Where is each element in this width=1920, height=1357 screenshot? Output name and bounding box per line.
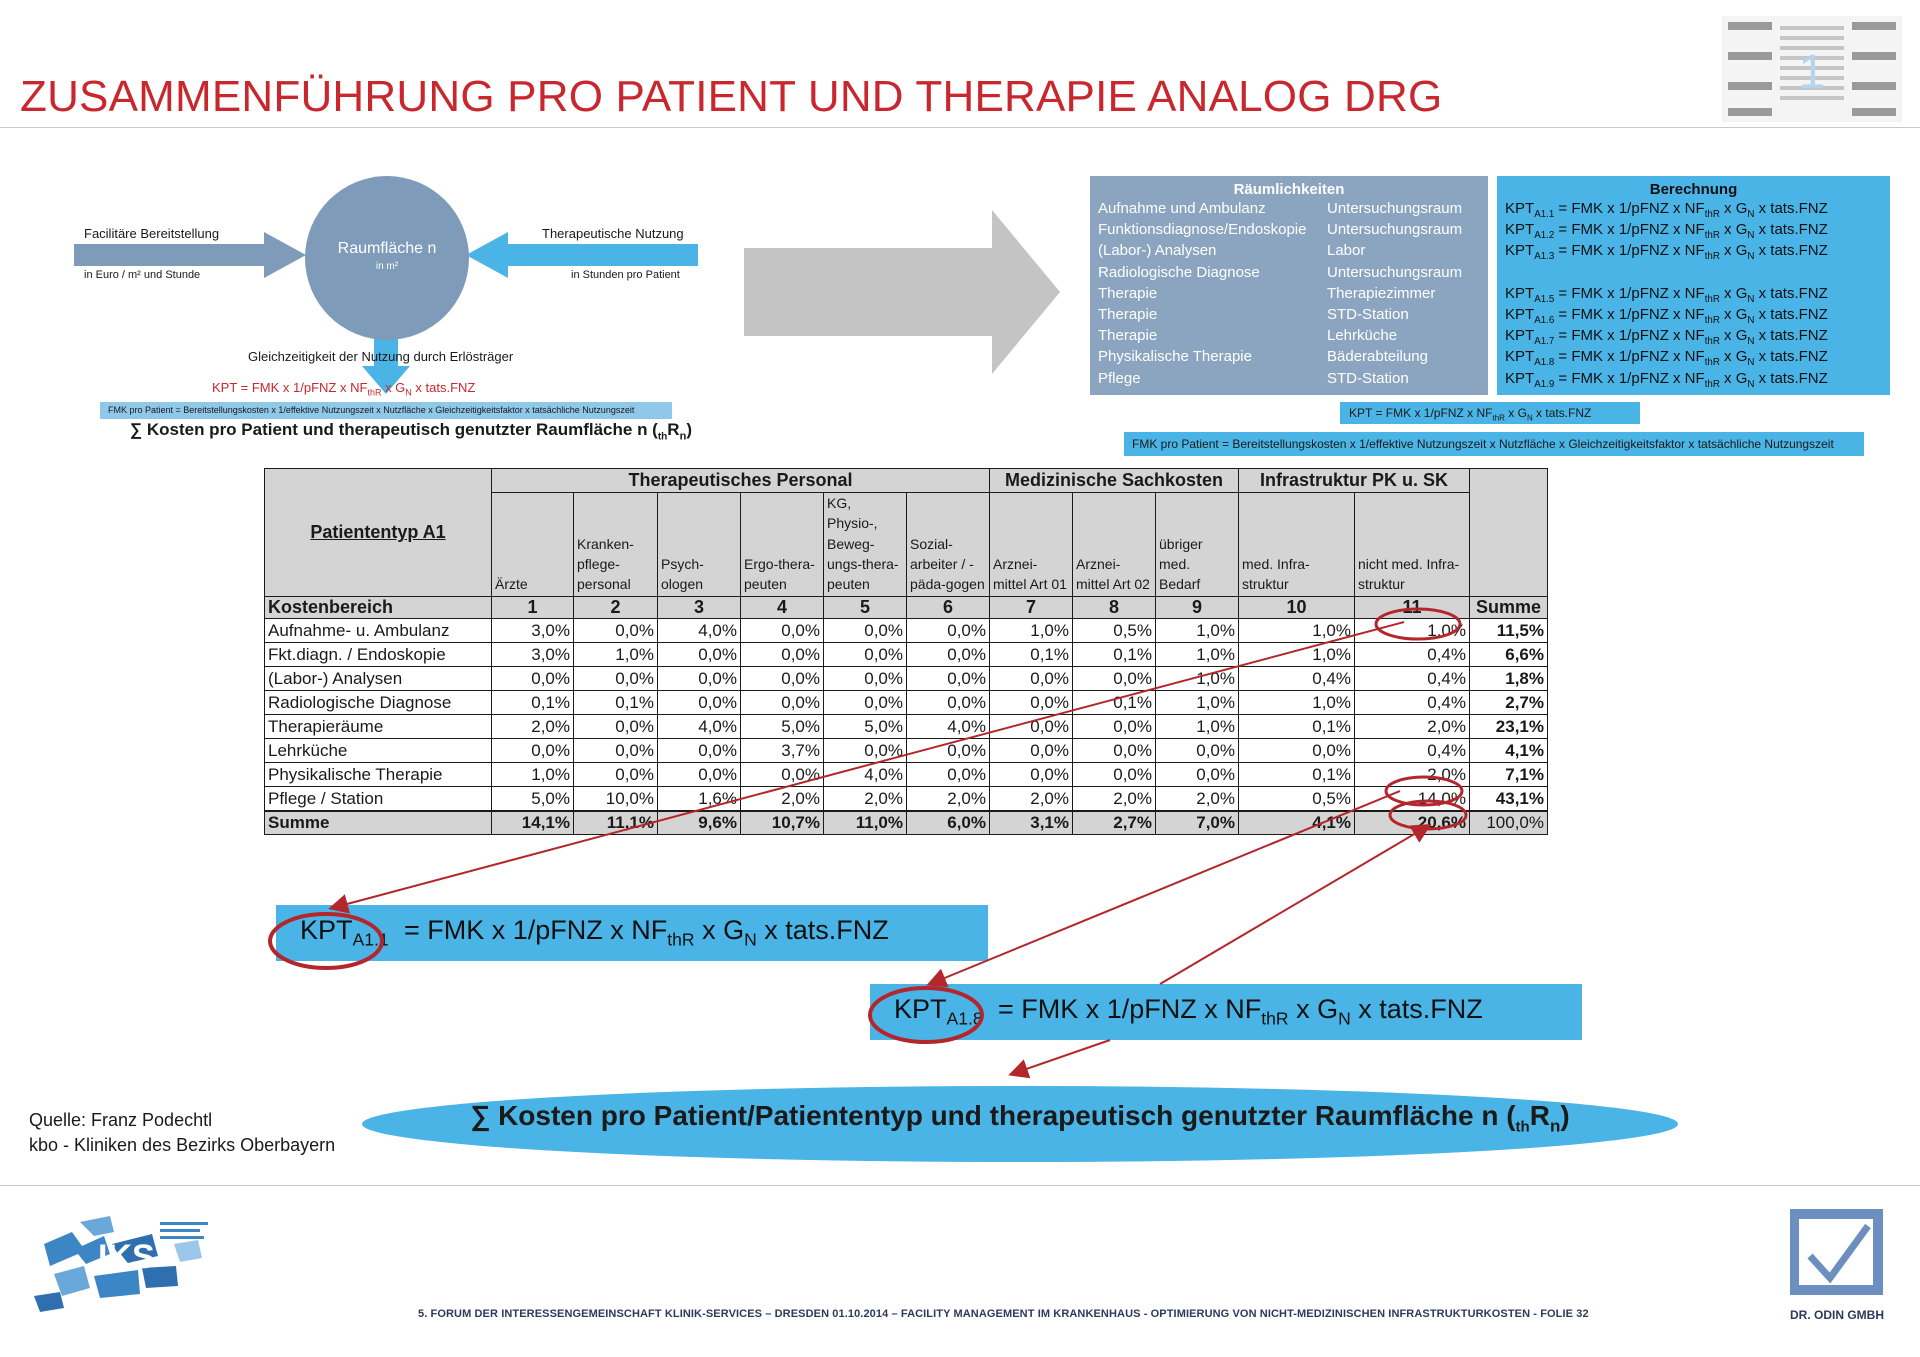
table-row (265, 715, 1548, 739)
svg-text:1: 1 (1798, 46, 1826, 99)
row-sum: 7,1% (1470, 763, 1548, 787)
row-label: Radiologische Diagnose (265, 691, 492, 715)
row-sum: 6,6% (1470, 643, 1548, 667)
rooms-row: Pflege STD-Station (1098, 369, 1409, 387)
table-cell: 0,0% (741, 691, 824, 715)
rooms-title: Räumlichkeiten (1233, 181, 1345, 198)
table-cell: 0,1% (1073, 691, 1156, 715)
table-cell: 1,6% (658, 787, 741, 811)
column-subheader: Psych-ologen (658, 493, 741, 597)
table-cell: 1,0% (492, 763, 574, 787)
table-cell: 0,5% (1239, 787, 1355, 811)
row-label: Summe (265, 811, 492, 835)
cost-distribution-table (264, 468, 1548, 835)
table-cell: 0,0% (741, 667, 824, 691)
flow-arrow-icon (744, 210, 1060, 374)
table-cell: 0,0% (1073, 739, 1156, 763)
table-cell: 5,0% (492, 787, 574, 811)
sum-header-blank (1470, 469, 1548, 597)
svg-text:IKS: IKS (98, 1238, 155, 1276)
table-cell: 2,0% (1156, 787, 1239, 811)
table-cell: 0,0% (1156, 763, 1239, 787)
column-number: 2 (574, 597, 658, 619)
row-sum: 2,7% (1470, 691, 1548, 715)
table-cell: 3,1% (990, 811, 1073, 835)
footer-text: 5. FORUM DER INTERESSENGEMEINSCHAFT KLINIK-SERVICES – DRESDEN 01.10.2014 – FACILITY MANAGEMENT IM KRANKENHAUS - OPTIMIERUNG VON NICHT-MEDIZINISCHEN INFRASTRUKTURKOSTEN - FOLIE 32 (418, 1308, 1589, 1320)
table-cell: 0,0% (824, 691, 907, 715)
table-cell: 20,6% (1355, 811, 1470, 835)
table-cell: 0,4% (1355, 643, 1470, 667)
column-subheader: nicht med. Infra-struktur (1355, 493, 1470, 597)
table-cell: 1,0% (1355, 619, 1470, 643)
calc-row: $KPT_{A1.5}$ = FMK x 1/pFNZ x $NF_{thR}$ x $G_N$ x tats.FNZ (1505, 284, 1828, 305)
table-cell: 0,4% (1355, 691, 1470, 715)
table-cell: 2,0% (907, 787, 990, 811)
row-sum: 1,8% (1470, 667, 1548, 691)
table-cell: 0,0% (492, 667, 574, 691)
row-sum: 4,1% (1470, 739, 1548, 763)
room-area-label: Raumfläche n (337, 240, 437, 257)
table-cell: 1,0% (1156, 691, 1239, 715)
table-cell: 0,0% (907, 667, 990, 691)
table-cell: 0,0% (990, 667, 1073, 691)
source-line: Quelle: Franz Podechtl (29, 1110, 213, 1130)
therapeutic-usage-label: Therapeutische Nutzung (542, 226, 684, 241)
column-number: 3 (658, 597, 741, 619)
slide-title: ZUSAMMENFÜHRUNG PRO PATIENT UND THERAPIE ANALOG DRG (20, 72, 1443, 121)
table-cell: 2,0% (1355, 763, 1470, 787)
column-number: 9 (1156, 597, 1239, 619)
cost-sum-label: ∑ Kosten pro Patient und therapeutisch genutzter Raumfläche n $(_{th}R_n)$ (130, 420, 692, 443)
column-number: 11 (1355, 597, 1470, 619)
table-cell: 0,0% (741, 619, 824, 643)
table-cell: 0,0% (907, 691, 990, 715)
table-cell: 14,1% (492, 811, 574, 835)
table-cell: 0,0% (990, 739, 1073, 763)
table-cell: 1,0% (574, 643, 658, 667)
formula-body-a18: = FMK x 1/pFNZ x $NF_{thR}$ x $G_N$ x tats.FNZ (998, 994, 1483, 1029)
calc-row: $KPT_{A1.3}$ = FMK x 1/pFNZ x $NF_{thR}$ x $G_N$ x tats.FNZ (1505, 242, 1828, 263)
column-number: 8 (1073, 597, 1156, 619)
patient-type-label: Patiententyp A1 (265, 469, 492, 597)
rooms-panel (1090, 176, 1488, 395)
table-cell: 2,0% (741, 787, 824, 811)
table-cell: 0,5% (1073, 619, 1156, 643)
column-number: 10 (1239, 597, 1355, 619)
table-cell: 11,0% (824, 811, 907, 835)
row-sum: 100,0% (1470, 811, 1548, 835)
formula-body-a11: = FMK x 1/pFNZ x $NF_{thR}$ x $G_N$ x tats.FNZ (404, 915, 889, 950)
table-cell: 2,0% (1073, 787, 1156, 811)
calculation-title: Berechnung (1649, 181, 1738, 198)
column-number: 4 (741, 597, 824, 619)
table-cell: 0,0% (492, 739, 574, 763)
row-sum: 43,1% (1470, 787, 1548, 811)
table-cell: 9,6% (658, 811, 741, 835)
row-label: (Labor-) Analysen (265, 667, 492, 691)
title-divider (0, 127, 1920, 128)
table-cell: 2,0% (1355, 715, 1470, 739)
odin-logo-icon[interactable] (1790, 1208, 1890, 1304)
iks-logo-icon[interactable] (24, 1204, 234, 1320)
table-cell: 0,1% (1239, 715, 1355, 739)
calc-row: $KPT_{A1.8}$ = FMK x 1/pFNZ x $NF_{thR}$ x $G_N$ x tats.FNZ (1505, 348, 1828, 369)
rooms-row: Physikalische Therapie Bäderabteilung (1098, 348, 1428, 366)
table-cell: 4,0% (824, 763, 907, 787)
rooms-row: Funktionsdiagnose/Endoskopie Untersuchungsraum (1098, 221, 1463, 239)
column-subheader: Sozial-arbeiter / -päda-gogen (907, 493, 990, 597)
table-cell: 3,7% (741, 739, 824, 763)
row-label: Physikalische Therapie (265, 763, 492, 787)
table-cell: 2,7% (1073, 811, 1156, 835)
column-number: 6 (907, 597, 990, 619)
table-row (265, 667, 1548, 691)
fmk-definition-small: FMK pro Patient = Bereitstellungskosten x 1/effektive Nutzungszeit x Nutzfläche x Gleichzeitigkeitsfaktor x tatsächliche Nutzungszeit (100, 402, 672, 419)
row-label: Fkt.diagn. / Endoskopie (265, 643, 492, 667)
column-number: 7 (990, 597, 1073, 619)
sum-column-header: Summe (1470, 597, 1548, 619)
table-cell: 3,0% (492, 619, 574, 643)
table-cell: 0,0% (1073, 715, 1156, 739)
calc-spacer (1497, 262, 1890, 283)
column-subheader: med. Infra-struktur (1239, 493, 1355, 597)
slide-thumbnail-icon[interactable] (1722, 16, 1902, 122)
kpt-formula-small: KPT = FMK x 1/pFNZ x $NF_{thR}$ x $G_N$ x tats.FNZ (212, 380, 476, 398)
table-cell: 2,0% (492, 715, 574, 739)
table-cell: 4,0% (658, 619, 741, 643)
calc-row: $KPT_{A1.9}$ = FMK x 1/pFNZ x $NF_{thR}$ x $G_N$ x tats.FNZ (1505, 369, 1828, 390)
row-label: Lehrküche (265, 739, 492, 763)
table-cell: 10,7% (741, 811, 824, 835)
link-arrow-icon (1160, 826, 1428, 984)
link-arrow-icon (1012, 1040, 1110, 1074)
rooms-row: Therapie Therapiezimmer (1098, 284, 1436, 302)
table-cell: 0,0% (658, 667, 741, 691)
therapeutic-usage-unit: in Stunden pro Patient (571, 269, 680, 281)
rooms-row: Therapie Lehrküche (1098, 327, 1398, 345)
table-cell: 0,0% (990, 763, 1073, 787)
kpt-formula-mini: KPT = FMK x 1/pFNZ x $NF_{thR}$ x $G_N$ x tats.FNZ (1340, 402, 1640, 424)
result-label: ∑ Kosten pro Patient/Patiententyp und therapeutisch genutzter Raumfläche n $(_{th}R_n)$ (470, 1100, 1570, 1136)
table-cell: 4,0% (907, 715, 990, 739)
table-cell: 4,0% (658, 715, 741, 739)
calc-row: $KPT_{A1.1}$ = FMK x 1/pFNZ x $NF_{thR}$ x $G_N$ x tats.FNZ (1505, 200, 1828, 220)
formula-bar-a18 (870, 984, 1582, 1040)
table-cell: 1,0% (990, 619, 1073, 643)
table-cell: 0,0% (990, 715, 1073, 739)
table-cell: 0,0% (574, 715, 658, 739)
table-cell: 5,0% (741, 715, 824, 739)
group-header-medical: Medizinische Sachkosten (990, 469, 1239, 493)
rooms-row: Aufnahme und Ambulanz Untersuchungsraum (1098, 200, 1463, 217)
table-cell: 1,0% (1156, 715, 1239, 739)
column-subheader: übriger med. Bedarf (1156, 493, 1239, 597)
table-cell: 0,1% (492, 691, 574, 715)
fmk-definition-wide: FMK pro Patient = Bereitstellungskosten x 1/effektive Nutzungszeit x Nutzfläche x Gleichzeitigkeitsfaktor x tatsächliche Nutzungszeit (1124, 432, 1864, 456)
table-cell: 0,4% (1355, 667, 1470, 691)
column-number: 1 (492, 597, 574, 619)
row-label: Therapieräume (265, 715, 492, 739)
column-subheader: Ergo-thera-peuten (741, 493, 824, 597)
column-subheader: Ärzte (492, 493, 574, 597)
table-cell: 0,0% (824, 667, 907, 691)
table-cell: 0,0% (658, 691, 741, 715)
room-area-unit: in m² (375, 261, 399, 272)
row-label: Aufnahme- u. Ambulanz (265, 619, 492, 643)
table-row (265, 643, 1548, 667)
table-cell: 3,0% (492, 643, 574, 667)
table-cell: 0,0% (574, 619, 658, 643)
table-cell: 5,0% (824, 715, 907, 739)
table-total-row (265, 811, 1548, 835)
calculation-panel (1497, 176, 1890, 395)
table-cell: 1,0% (1239, 643, 1355, 667)
table-cell: 0,0% (574, 667, 658, 691)
table-cell: 0,0% (741, 763, 824, 787)
table-cell: 0,4% (1355, 739, 1470, 763)
table-cell: 0,0% (658, 763, 741, 787)
table-row (265, 787, 1548, 811)
formula-kpt-a11: $KPT_{A1.1}$ (300, 915, 389, 950)
table-cell: 2,0% (990, 787, 1073, 811)
row-sum: 23,1% (1470, 715, 1548, 739)
table-cell: 10,0% (574, 787, 658, 811)
table-cell: 1,0% (1156, 643, 1239, 667)
table-cell: 0,0% (907, 763, 990, 787)
formula-kpt-a18: $KPT_{A1.8}$ (894, 994, 983, 1029)
column-subheader: KG, Physio-, Beweg-ungs-thera-peuten (824, 493, 907, 597)
table-cell: 0,0% (574, 763, 658, 787)
table-cell: 7,0% (1156, 811, 1239, 835)
rooms-row: Therapie STD-Station (1098, 305, 1409, 323)
table-cell: 0,0% (1239, 739, 1355, 763)
column-number: 5 (824, 597, 907, 619)
table-cell: 6,0% (907, 811, 990, 835)
rooms-row: (Labor-) Analysen Labor (1098, 242, 1366, 260)
facility-provision-unit: in Euro / m² und Stunde (84, 269, 201, 281)
concurrency-label: Gleichzeitigkeit der Nutzung durch Erlösträger (248, 349, 514, 364)
table-cell: 0,4% (1239, 667, 1355, 691)
table-cell: 1,0% (1156, 619, 1239, 643)
table-cell: 2,0% (824, 787, 907, 811)
table-cell: 0,1% (1073, 643, 1156, 667)
table-cell: 0,1% (1239, 763, 1355, 787)
rooms-row: Radiologische Diagnose Untersuchungsraum (1098, 263, 1463, 281)
table-cell: 0,0% (1156, 739, 1239, 763)
source-line: kbo - Kliniken des Bezirks Oberbayern (29, 1135, 336, 1155)
table-cell: 0,0% (658, 643, 741, 667)
room-area-circle (305, 176, 469, 340)
table-cell: 1,0% (1239, 691, 1355, 715)
column-subheader: Kranken-pflege-personal (574, 493, 658, 597)
table-cell: 11,1% (574, 811, 658, 835)
table-cell: 0,0% (907, 619, 990, 643)
table-cell: 0,0% (658, 739, 741, 763)
group-header-staff: Therapeutisches Personal (492, 469, 990, 493)
table-cell: 0,0% (824, 739, 907, 763)
table-row (265, 739, 1548, 763)
table-cell: 0,0% (824, 643, 907, 667)
table-cell: 0,0% (824, 619, 907, 643)
table-row (265, 691, 1548, 715)
table-cell: 0,0% (1073, 763, 1156, 787)
footer-divider (0, 1185, 1920, 1186)
company-name: DR. ODIN GMBH (1790, 1308, 1884, 1322)
table-cell: 4,1% (1239, 811, 1355, 835)
table-cell: 0,0% (741, 643, 824, 667)
cost-area-header: Kostenbereich (265, 597, 492, 619)
calc-row: $KPT_{A1.7}$ = FMK x 1/pFNZ x $NF_{thR}$ x $G_N$ x tats.FNZ (1505, 327, 1828, 348)
table-cell: 0,0% (907, 739, 990, 763)
calc-row: $KPT_{A1.2}$ = FMK x 1/pFNZ x $NF_{thR}$ x $G_N$ x tats.FNZ (1505, 221, 1828, 242)
table-cell: 0,1% (990, 643, 1073, 667)
row-sum: 11,5% (1470, 619, 1548, 643)
calc-row: $KPT_{A1.6}$ = FMK x 1/pFNZ x $NF_{thR}$ x $G_N$ x tats.FNZ (1505, 305, 1828, 326)
column-subheader: Arznei-mittel Art 01 (990, 493, 1073, 597)
table-cell: 0,0% (990, 691, 1073, 715)
table-cell: 14,0% (1355, 787, 1470, 811)
row-label: Pflege / Station (265, 787, 492, 811)
table-cell: 0,1% (574, 691, 658, 715)
table-row (265, 619, 1548, 643)
facility-provision-label: Facilitäre Bereitstellung (84, 226, 220, 241)
source-note (29, 1108, 335, 1158)
table-row (265, 763, 1548, 787)
group-header-infrastructure: Infrastruktur PK u. SK (1239, 469, 1470, 493)
table-cell: 1,0% (1156, 667, 1239, 691)
formula-bar-a11 (276, 905, 988, 961)
table-cell: 0,0% (907, 643, 990, 667)
table-cell: 0,0% (1073, 667, 1156, 691)
table-cell: 0,0% (574, 739, 658, 763)
column-subheader: Arznei-mittel Art 02 (1073, 493, 1156, 597)
table-cell: 1,0% (1239, 619, 1355, 643)
